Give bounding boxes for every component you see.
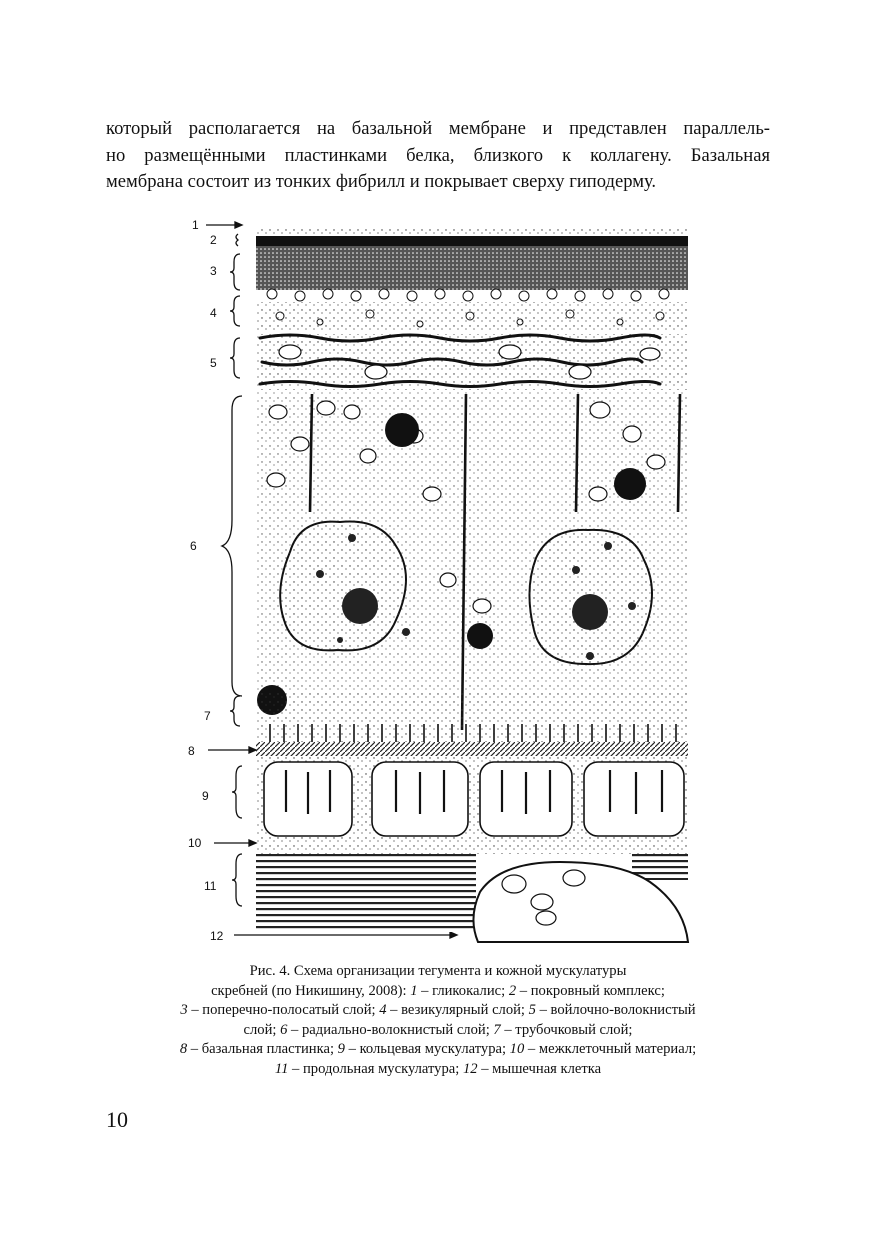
layer-label-8: 8 [188,744,195,758]
paragraph-line: но размещёнными пластинками белка, близкого к коллагену. Базальная [106,144,770,166]
caption-item-text: – войлочно-волокнистый [535,1002,696,1019]
caption-item-text: – межклеточный материал; [524,1041,697,1058]
layer-label-10: 10 [188,836,202,850]
caption-item-text: – радиально-волокнистый слой; [287,1021,494,1038]
caption-item-text: – покровный комплекс; [516,982,665,999]
caption-item-text: – поперечно-полосатый слой; [187,1002,380,1019]
layer-label-1: 1 [192,218,199,232]
nucleus-right [529,530,652,664]
layer-label-11: 11 [204,879,217,893]
paragraph-line: мембрана состоит из тонких фибрилл и покрывает сверху гиподерму. [106,171,657,192]
caption-item-num: 12 [462,1060,478,1077]
caption-item-num: 6 [280,1021,288,1038]
caption-source: скребней (по Никишину, 2008): [211,982,411,999]
caption-item-text: – базальная пластинка; [187,1041,338,1058]
paragraph-line: который располагается на базальной мембране и представлен параллель- [106,118,770,139]
layer-label-9: 9 [202,789,209,803]
caption-item-num: 10 [509,1041,525,1058]
caption-item-text: – кольцевая мускулатура; [344,1041,510,1058]
caption-item-num: 11 [274,1060,289,1077]
caption-item-text: – продольная мускулатура; [288,1060,463,1077]
figure-caption [130,962,746,1080]
caption-item-num: 7 [493,1021,501,1038]
layer-label-4: 4 [210,306,217,320]
body-paragraph [106,116,770,196]
caption-item-num: 9 [337,1041,345,1058]
page-number: 10 [106,1107,128,1132]
caption-item-text: – гликокалис; [417,982,509,999]
layer-label-5: 5 [210,356,217,370]
tegument-diagram [180,212,690,947]
layer-label-12: 12 [210,929,224,943]
caption-item-num: 5 [528,1002,536,1019]
caption-item-num: 8 [179,1041,188,1058]
caption-item-num: 3 [180,1002,188,1019]
layer-label-3: 3 [210,264,217,278]
caption-item-num: 4 [379,1002,387,1019]
nucleus-left [280,522,410,651]
caption-title: Рис. 4. Схема организации тегумента и кожной мускулатуры [249,963,627,979]
layer-label-2: 2 [210,233,217,247]
tegument-figure [180,212,690,947]
caption-item-text: слой; [243,1021,281,1038]
caption-item-num: 2 [508,982,517,999]
caption-item-num: 1 [410,982,418,999]
caption-item-text: – мышечная клетка [477,1060,602,1077]
caption-item-text: – везикулярный слой; [386,1002,529,1019]
layer-label-6: 6 [190,539,197,553]
tegument-layers [256,228,688,942]
layer-label-7: 7 [204,709,211,723]
caption-item-text: – трубочковый слой; [500,1021,633,1038]
